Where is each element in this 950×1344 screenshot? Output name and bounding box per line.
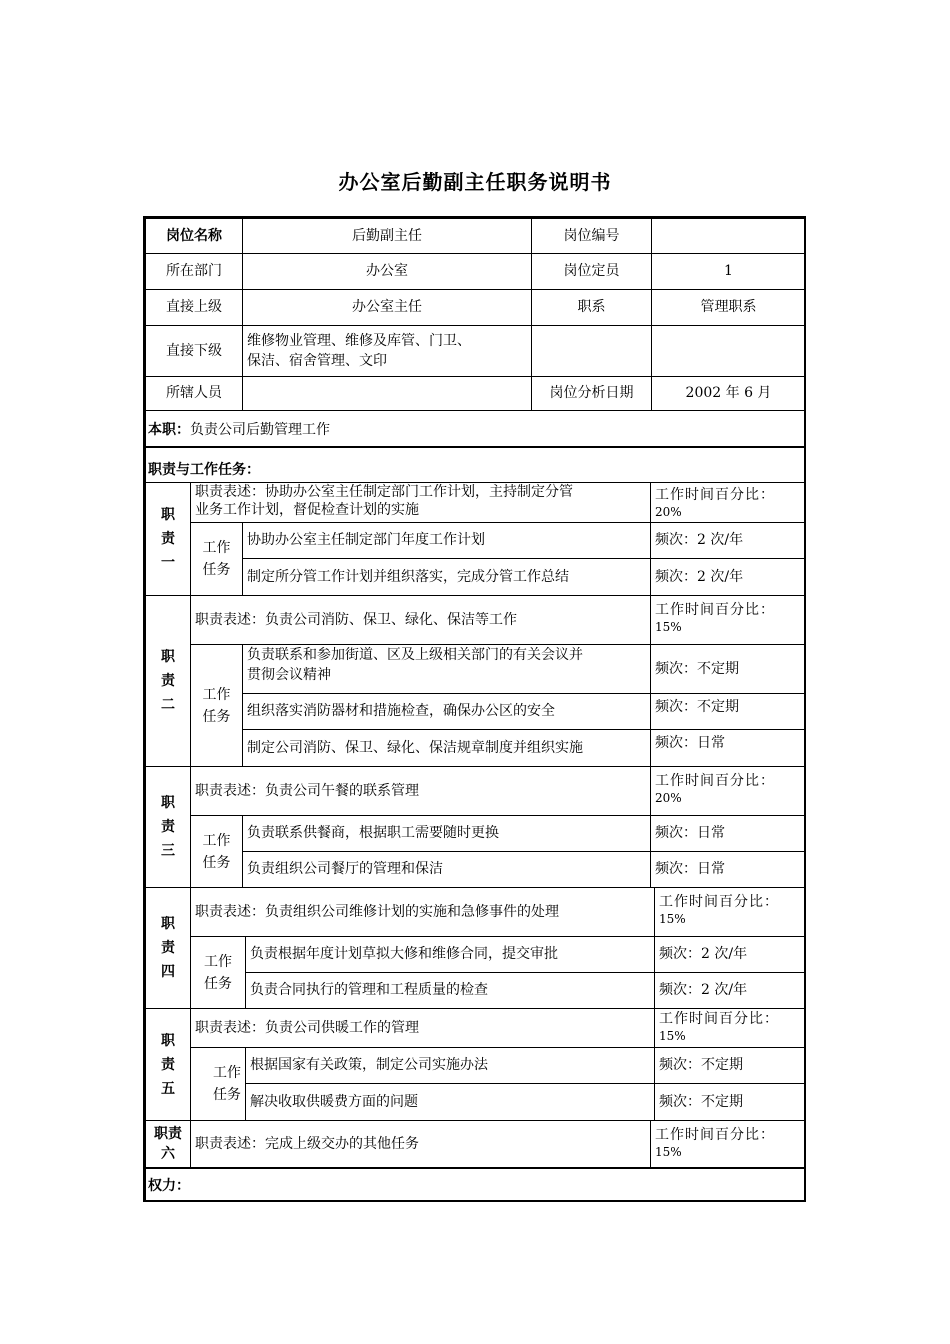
- duty-4-task-2: 负责合同执行的管理和工程质量的检查: [245, 972, 655, 1009]
- duty-4-description: 职责表述：负责组织公司维修计划的实施和急修事件的处理: [190, 887, 655, 937]
- duty-2-time-percentage: 工作时间百分比： 15%: [650, 595, 806, 645]
- staff-value: [242, 376, 532, 411]
- duty-1-task-2: 制定所分管工作计划并组织落实，完成分管工作总结: [242, 558, 651, 596]
- duty-1-task-2-frequency: 频次：2 次/年: [650, 558, 806, 596]
- duty-2-name: 职 责 二: [145, 595, 191, 767]
- job-name-label: 岗位名称: [145, 218, 243, 254]
- empty-cell: [651, 325, 806, 377]
- core-duty-label: 本职：: [148, 421, 190, 438]
- superior-label: 直接上级: [145, 289, 243, 326]
- duty-1-description: 职责表述：协助办公室主任制定部门工作计划，主持制定分管 业务工作计划，督促检查计划的实施: [190, 482, 651, 523]
- duty-5-task-2: 解决收取供暖费方面的问题: [245, 1083, 655, 1121]
- duty-4-work-task-label: 工作 任务: [190, 936, 246, 1009]
- duty-2-description: 职责表述：负责公司消防、保卫、绿化、保洁等工作: [190, 595, 651, 645]
- duty-4-task-1-frequency: 频次：2 次/年: [654, 936, 806, 973]
- duty-2-task-2-frequency: 频次：不定期: [650, 693, 806, 730]
- duty-5-time-percentage: 工作时间百分比： 15%: [654, 1008, 806, 1048]
- empty-cell: [531, 325, 652, 377]
- duties-heading: 职责与工作任务：: [145, 447, 806, 483]
- duty-6-description: 职责表述：完成上级交办的其他任务: [190, 1120, 651, 1168]
- job-description-table: [143, 216, 806, 1202]
- authority-heading: 权力：: [145, 1167, 806, 1202]
- duty-4-time-percentage: 工作时间百分比： 15%: [654, 887, 806, 937]
- job-no-label: 岗位编号: [531, 218, 652, 254]
- duty-6-name: 职责 六: [145, 1120, 191, 1168]
- superior-value: 办公室主任: [242, 289, 532, 326]
- headcount-value: 1: [651, 253, 806, 290]
- duty-5-description: 职责表述：负责公司供暖工作的管理: [190, 1008, 655, 1048]
- staff-label: 所辖人员: [145, 376, 243, 411]
- duty-3-time-percentage: 工作时间百分比： 20%: [650, 766, 806, 816]
- series-value: 管理职系: [651, 289, 806, 326]
- duty-2-task-3-frequency: 频次：日常: [650, 729, 806, 767]
- duty-3-task-2-frequency: 频次：日常: [650, 851, 806, 888]
- job-no-value: [651, 218, 806, 254]
- duty-2-task-1: 负责联系和参加街道、区及上级相关部门的有关会议并 贯彻会议精神: [242, 644, 651, 694]
- duty-3-task-2: 负责组织公司餐厅的管理和保洁: [242, 851, 651, 888]
- duty-2-task-1-frequency: 频次：不定期: [650, 644, 806, 694]
- duty-5-work-task-label: 工作 任务: [190, 1047, 246, 1121]
- duty-1-work-task-label: 工作 任务: [190, 522, 243, 596]
- duty-2-task-2: 组织落实消防器材和措施检查，确保办公区的安全: [242, 693, 651, 730]
- core-duty-value: 负责公司后勤管理工作: [190, 421, 330, 438]
- dept-value: 办公室: [242, 253, 532, 290]
- job-name-value: 后勤副主任: [242, 218, 532, 254]
- subordinate-label: 直接下级: [145, 325, 243, 377]
- analysis-date-value: 2002 年 6 月: [651, 376, 806, 411]
- duty-5-task-1: 根据国家有关政策，制定公司实施办法: [245, 1047, 655, 1084]
- duty-5-task-1-frequency: 频次：不定期: [654, 1047, 806, 1084]
- analysis-date-label: 岗位分析日期: [531, 376, 652, 411]
- dept-label: 所在部门: [145, 253, 243, 290]
- duty-3-task-1: 负责联系供餐商，根据职工需要随时更换: [242, 815, 651, 852]
- core-duty-row: [145, 410, 806, 448]
- duty-6-time-percentage: 工作时间百分比： 15%: [650, 1120, 806, 1168]
- subordinate-line-2: 保洁、宿舍管理、文印: [247, 353, 387, 369]
- duty-4-task-1: 负责根据年度计划草拟大修和维修合同，提交审批: [245, 936, 655, 973]
- duty-1-name: 职 责 一: [145, 482, 191, 596]
- duty-1-task-1-frequency: 频次：2 次/年: [650, 522, 806, 559]
- duty-3-work-task-label: 工作 任务: [190, 815, 243, 888]
- duty-3-task-1-frequency: 频次：日常: [650, 815, 806, 852]
- duty-1-time-percentage: 工作时间百分比： 20%: [650, 482, 806, 523]
- duty-2-task-3: 制定公司消防、保卫、绿化、保洁规章制度并组织实施: [242, 729, 651, 767]
- duty-4-task-2-frequency: 频次：2 次/年: [654, 972, 806, 1009]
- duty-5-task-2-frequency: 频次：不定期: [654, 1083, 806, 1121]
- duty-3-name: 职 责 三: [145, 766, 191, 888]
- series-label: 职系: [531, 289, 652, 326]
- headcount-label: 岗位定员: [531, 253, 652, 290]
- duty-4-name: 职 责 四: [145, 887, 191, 1009]
- duty-3-description: 职责表述：负责公司午餐的联系管理: [190, 766, 651, 816]
- duty-2-work-task-label: 工作 任务: [190, 644, 243, 767]
- subordinate-line-1: 维修物业管理、维修及库管、门卫、: [247, 332, 471, 349]
- duty-5-name: 职 责 五: [145, 1008, 191, 1121]
- page-title: 办公室后勤副主任职务说明书: [338, 170, 612, 194]
- duty-1-task-1: 协助办公室主任制定部门年度工作计划: [242, 522, 651, 559]
- subordinate-value: [242, 325, 532, 377]
